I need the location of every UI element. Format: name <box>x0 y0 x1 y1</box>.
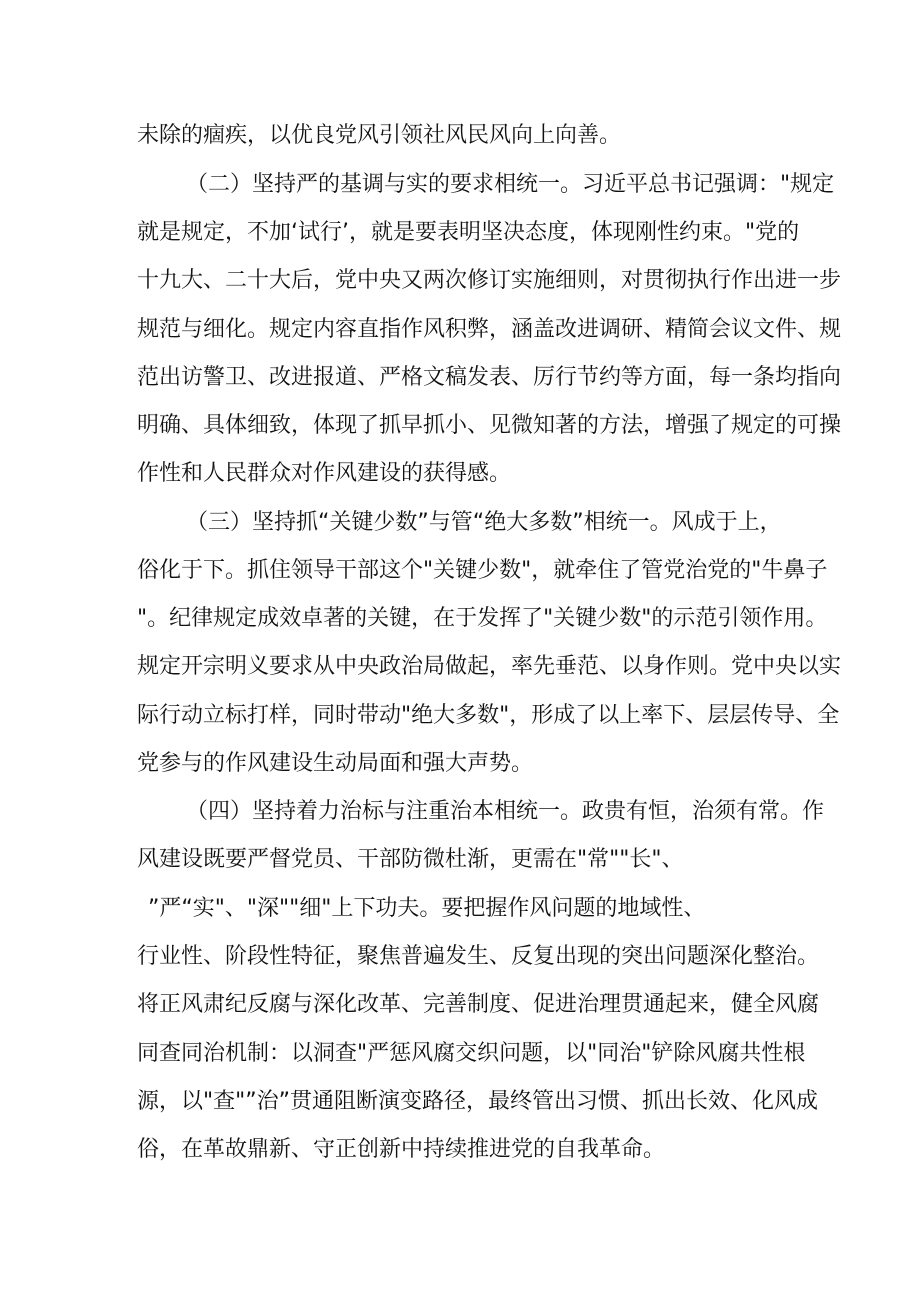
paragraph-2-line-2: 就是规定，不加‘试行’，就是要表明坚决态度，体现刚性约束。"党的 <box>137 220 800 245</box>
paragraph-3-line-4: 规定开宗明义要求从中央政治局做起，率先垂范、以身作则。党中央以实 <box>137 654 842 679</box>
paragraph-2-line-6: 明确、具体细致，体现了抓早抓小、见微知著的方法，增强了规定的可操 <box>137 413 842 438</box>
paragraph-2-line-4: 规范与细化。规定内容直指作风积弊，涵盖改进调研、精简会议文件、规 <box>137 317 842 342</box>
paragraph-4-line-3: ”严“实"、"深""细"上下功夫。要把握作风问题的地域性、 <box>148 896 706 921</box>
paragraph-3-line-3: "。纪律规定成效卓著的关键，在于发挥了"关键少数"的示范引领作用。 <box>137 606 828 631</box>
paragraph-2-line-5: 范出访警卫、改进报道、严格文稿发表、厉行节约等方面，每一条均指向 <box>137 365 842 390</box>
text-line-1: 未除的痼疾，以优良党风引领社风民风向上向善。 <box>137 123 622 148</box>
paragraph-4-line-7: 源，以"查"”治”贯通阻断演变路径，最终管出习惯、抓出长效、化风成 <box>137 1089 819 1114</box>
paragraph-3-line-1: （三）坚持抓“关键少数”与管“绝大多数”相统一。风成于上， <box>186 510 782 535</box>
paragraph-3-line-2: 俗化于下。抓住领导干部这个"关键少数"，就牵住了管党治党的"牛鼻子 <box>137 558 828 583</box>
paragraph-4-line-1: （四）坚持着力治标与注重治本相统一。政贵有恒，治须有常。作 <box>186 799 825 824</box>
paragraph-4-line-5: 将正风肃纪反腐与深化改革、完善制度、促进治理贯通起来，健全风腐 <box>137 992 820 1017</box>
paragraph-2-line-1: （二）坚持严的基调与实的要求相统一。习近平总书记强调："规定 <box>186 172 835 197</box>
paragraph-4-line-8: 俗，在革故鼎新、守正创新中持续推进党的自我革命。 <box>137 1137 666 1162</box>
paragraph-3-line-5: 际行动立标打样，同时带动"绝大多数"，形成了以上率下、层层传导、全 <box>137 703 840 728</box>
paragraph-4-line-4: 行业性、阶段性特征，聚焦普遍发生、反复出现的突出问题深化整治。 <box>137 944 820 969</box>
paragraph-2-line-3: 十九大、二十大后，党中央又两次修订实施细则，对贯彻执行作出进一步 <box>137 268 842 293</box>
paragraph-2-line-7: 作性和人民群众对作风建设的获得感。 <box>137 461 512 486</box>
paragraph-3-line-6: 党参与的作风建设生动局面和强大声势。 <box>137 751 534 776</box>
paragraph-4-line-2: 风建设既要严督党员、干部防微杜渐，更需在"常""长"、 <box>137 847 684 872</box>
paragraph-4-line-6: 同查同治机制：以洞查"严惩风腐交织问题，以"同治"铲除风腐共性根 <box>137 1041 806 1066</box>
